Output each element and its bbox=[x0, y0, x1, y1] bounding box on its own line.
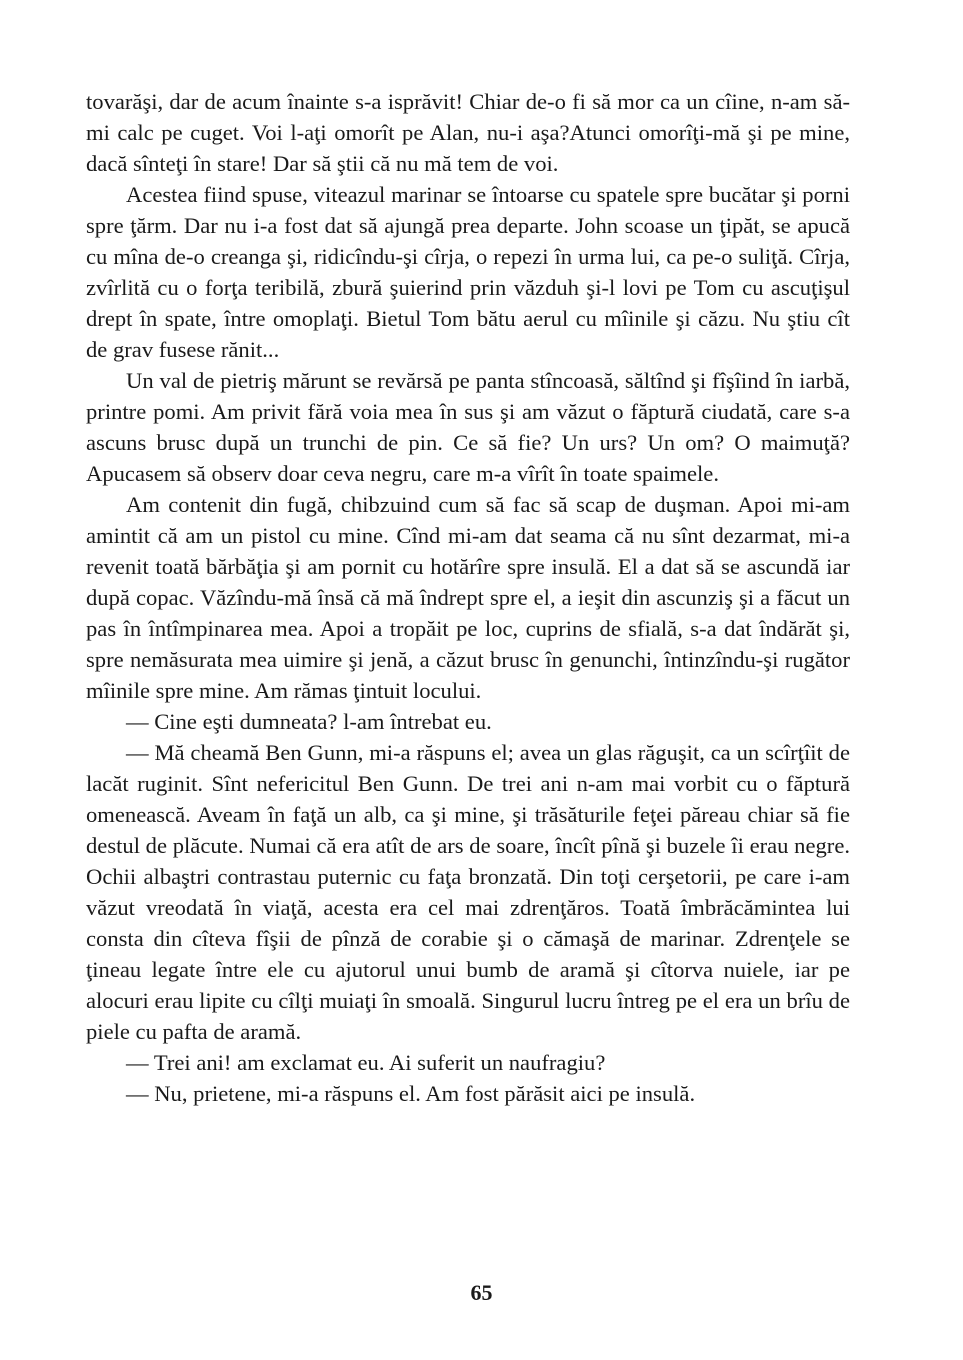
dialogue-line-1: — Cine eşti dumneata? l-am întrebat eu. bbox=[126, 709, 492, 734]
dialogue-line-3: — Trei ani! am exclamat eu. Ai suferit un naufragiu? bbox=[126, 1050, 606, 1075]
paragraph-4: Am contenit din fugă, chibzuind cum să fac să scap de duşman. Apoi mi-am amintit că am un pistol cu mine. Cînd mi-am dat seama că nu sînt dezarmat, mi-a revenit toată bărbăţia şi am pornit cu hotărîre spre insulă. El a dat să se ascundă iar după copac. Văzîndu-mă însă că mă îndrept spre el, a ieşit din ascunziş şi a făcut un pas în întîmpinarea mea. Apoi a tropăit pe loc, cuprins de sfială, s-a dat îndărăt şi, spre nemăsurata mea uimire şi jenă, a căzut brusc în genunchi, întinzîndu-şi rugător mîinile spre mine. Am rămas ţintuit locului. bbox=[86, 492, 850, 703]
dialogue-line-4: — Nu, prietene, mi-a răspuns el. Am fost părăsit aici pe insulă. bbox=[126, 1081, 696, 1106]
paragraph-3: Un val de pietriş mărunt se revărsă pe panta stîncoasă, săltînd şi fîşîind în iarbă, printre pomi. Am privit fără voia mea în sus şi am văzut o făptură ciudată, care s-a ascuns brusc după un trunchi de pin. Ce să fie? Un urs? Un om? O maimuţă? Apucasem să observ doar ceva negru, care m-a vîrît în toate spaimele. bbox=[86, 368, 850, 486]
paragraph-2: Acestea fiind spuse, viteazul marinar se întoarse cu spatele spre bucătar şi porni spre ţărm. Dar nu i-a fost dat să ajungă prea departe. John scoase un ţipăt, se apucă cu mîna de-o creanga şi, ridicîndu-şi cîrja, o repezi în urma lui, ca pe-o suliţă. Cîrja, zvîrlită cu o forţa teribilă, zbură şuierind prin văzduh şi-l lovi pe Tom cu ascuţişul drept în spate, între omoplaţi. Bietul Tom bătu aerul cu mîinile şi căzu. Nu ştiu cît de grav fusese rănit... bbox=[86, 182, 850, 362]
page-body bbox=[86, 86, 850, 1109]
paragraph-1: tovarăşi, dar de acum înainte s-a isprăvit! Chiar de-o fi să mor ca un cîine, n-am să-mi calc pe cuget. Voi l-aţi omorît pe Alan, nu-i aşa?Atunci omorîţi-mă şi pe mine, dacă sînteţi în stare! Dar să ştii că nu mă tem de voi. bbox=[86, 89, 850, 176]
dialogue-line-2: — Mă cheamă Ben Gunn, mi-a răspuns el; avea un glas răguşit, ca un scîrţîit de lacăt ruginit. Sînt nefericitul Ben Gunn. De trei ani n-am mai vorbit cu o făptură omenească. Aveam în faţă un alb, ca şi mine, şi trăsăturile feţei păreau chiar să fie destul de plăcute. Numai că era atît de ars de soare, încît pînă şi buzele îi erau negre. Ochii albaştri contrastau puternic cu faţa bronzată. Din toţi cerşetorii, pe care i-am văzut vreodată în viaţă, acesta era cel mai zdrenţăros. Toată îmbrăcămintea lui consta din cîteva fîşii de pînză de corabie şi o cămaşă de marinar. Zdrenţele se ţineau legate între ele cu ajutorul unui bumb de aramă şi cîtorva nuiele, iar pe alocuri erau lipite cu cîlţi muiaţi în smoală. Singurul lucru întreg pe el era un brîu de piele cu pafta de aramă. bbox=[86, 740, 850, 1044]
page-number: 65 bbox=[470, 1280, 493, 1305]
